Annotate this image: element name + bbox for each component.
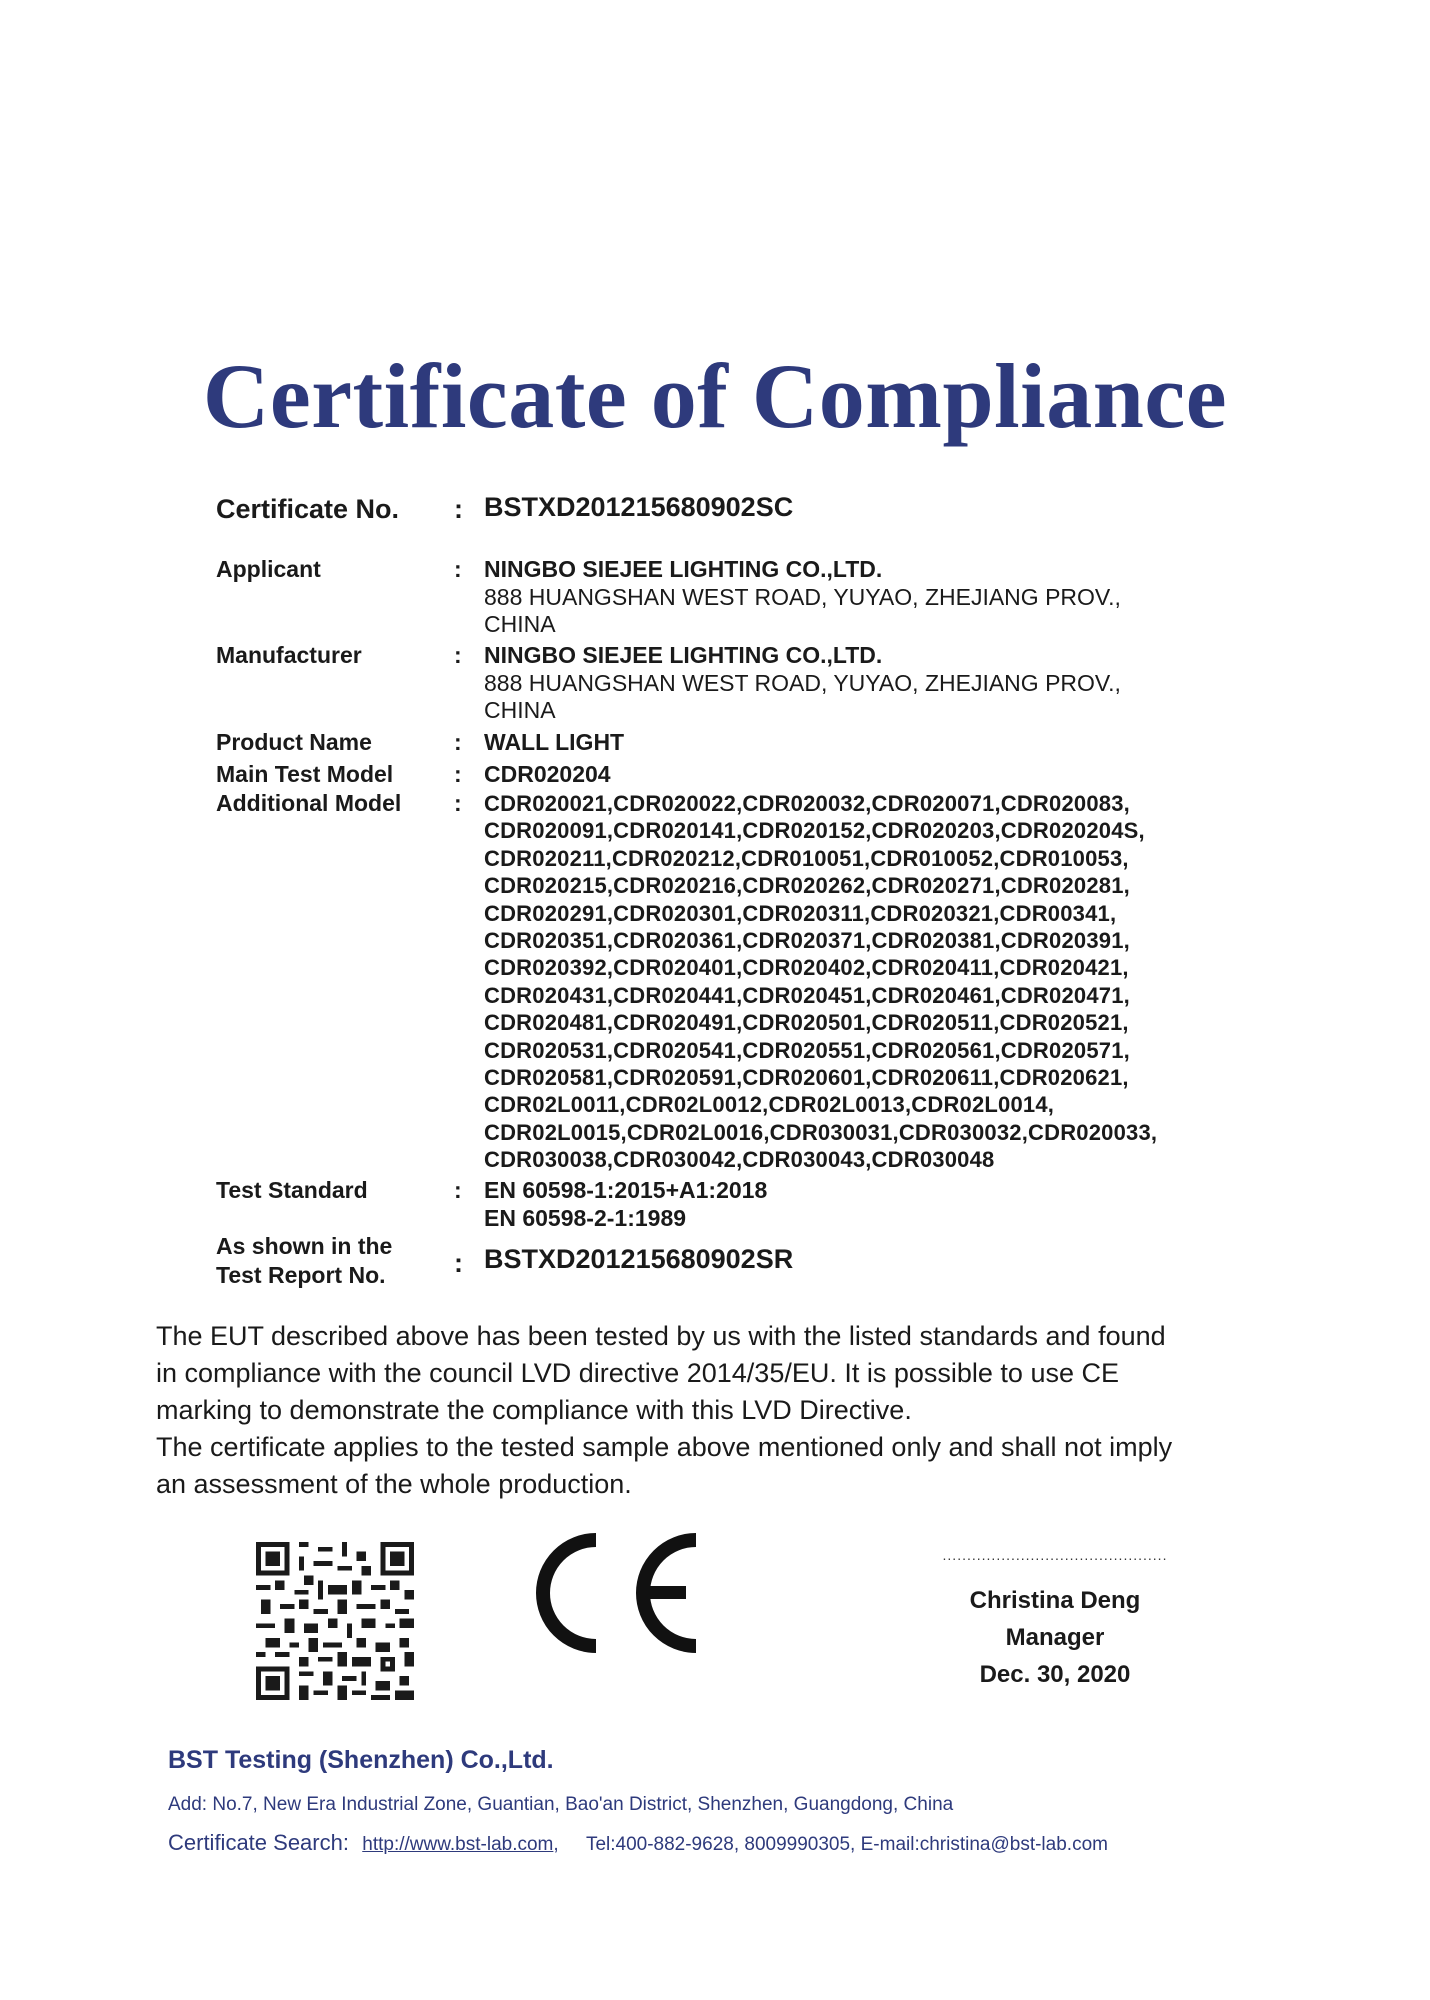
test-standard-label: Test Standard <box>216 1177 368 1203</box>
additional-model-list <box>484 790 1157 1174</box>
model-line: CDR02L0015,CDR02L0016,CDR030031,CDR030032,CDR020033, <box>484 1119 1158 1145</box>
report-number-value: BSTXD201215680902SR <box>484 1244 794 1274</box>
product-name-label: Product Name <box>216 729 372 755</box>
colon: : <box>454 642 462 668</box>
report-label-line1: As shown in the <box>216 1233 393 1259</box>
test-standard-value <box>484 1177 767 1232</box>
manufacturer-address-line2: CHINA <box>484 697 556 723</box>
colon: : <box>454 1177 462 1203</box>
signature-block <box>930 1548 1180 1693</box>
main-model-label: Main Test Model <box>216 761 394 787</box>
statement-line: The EUT described above has been tested by us with the listed standards and found <box>156 1321 1166 1351</box>
certificate-search <box>168 1831 1318 1857</box>
page-title: Certificate of Compliance <box>202 345 1228 447</box>
model-line: CDR020581,CDR020591,CDR020601,CDR020611,CDR020621, <box>484 1065 1129 1091</box>
certificate-search-label: Certificate Search: <box>168 1830 349 1855</box>
ce-mark-icon <box>534 1530 706 1656</box>
report-number-label <box>216 1232 392 1290</box>
model-line: CDR020431,CDR020441,CDR020451,CDR020461,CDR020471, <box>484 982 1130 1008</box>
signatory-name: Christina Deng <box>969 1587 1141 1614</box>
statement-line: marking to demonstrate the compliance with this LVD Directive. <box>156 1395 912 1425</box>
applicant-name: NINGBO SIEJEE LIGHTING CO.,LTD. <box>484 556 883 582</box>
manufacturer-label: Manufacturer <box>216 642 362 668</box>
applicant-address-line2: CHINA <box>484 611 556 637</box>
separator: , <box>553 1834 559 1855</box>
model-line: CDR020392,CDR020401,CDR020402,CDR020411,CDR020421, <box>484 955 1129 981</box>
manufacturer-value <box>484 642 1121 725</box>
model-line: CDR030038,CDR030042,CDR030043,CDR030048 <box>484 1147 995 1173</box>
applicant-label: Applicant <box>216 556 321 582</box>
certificate-search-link[interactable]: http://www.bst-lab.com <box>362 1834 554 1855</box>
signatory-role: Manager <box>1005 1624 1105 1651</box>
main-model-value: CDR020204 <box>484 761 611 787</box>
standard-line: EN 60598-2-1:1989 <box>484 1204 687 1231</box>
certificate-number-value: BSTXD201215680902SC <box>484 492 794 522</box>
compliance-statement <box>156 1318 1286 1503</box>
model-line: CDR02L0011,CDR02L0012,CDR02L0013,CDR02L0014, <box>484 1092 1055 1118</box>
model-line: CDR020211,CDR020212,CDR010051,CDR010052,CDR010053, <box>484 845 1129 871</box>
company-name: BST Testing (Shenzhen) Co.,Ltd. <box>168 1746 554 1774</box>
statement-line: The certificate applies to the tested sample above mentioned only and shall not imply <box>156 1432 1173 1462</box>
manufacturer-name: NINGBO SIEJEE LIGHTING CO.,LTD. <box>484 642 883 668</box>
model-line: CDR020531,CDR020541,CDR020551,CDR020561,CDR020571, <box>484 1037 1130 1063</box>
colon: : <box>454 494 463 524</box>
model-line: CDR020091,CDR020141,CDR020152,CDR020203,CDR020204S, <box>484 818 1145 844</box>
certificate-number-label: Certificate No. <box>216 494 400 524</box>
standard-line: EN 60598-1:2015+A1:2018 <box>484 1177 768 1203</box>
manufacturer-address-line1: 888 HUANGSHAN WEST ROAD, YUYAO, ZHEJIANG PROV., <box>484 669 1121 696</box>
company-address: Add: No.7, New Era Industrial Zone, Guantian, Bao'an District, Shenzhen, Guangdong, China <box>168 1794 954 1815</box>
footer <box>168 1745 1318 1857</box>
model-line: CDR020021,CDR020022,CDR020032,CDR020071,CDR020083, <box>484 791 1130 816</box>
model-line: CDR020351,CDR020361,CDR020371,CDR020381,CDR020391, <box>484 928 1130 954</box>
colon: : <box>454 790 462 816</box>
additional-model-label: Additional Model <box>216 790 402 816</box>
model-line: CDR020215,CDR020216,CDR020262,CDR020271,CDR020281, <box>484 873 1130 899</box>
product-name-value: WALL LIGHT <box>484 729 625 755</box>
colon: : <box>454 729 462 755</box>
statement-line: in compliance with the council LVD directive 2014/35/EU. It is possible to use CE <box>156 1358 1119 1388</box>
report-label-line2: Test Report No. <box>216 1262 386 1288</box>
signature-date: Dec. 30, 2020 <box>979 1661 1131 1688</box>
model-line: CDR020481,CDR020491,CDR020501,CDR020511,CDR020521, <box>484 1010 1129 1036</box>
colon: : <box>454 556 462 582</box>
colon: : <box>454 761 462 787</box>
signature-line: .............................................. <box>942 1547 1168 1563</box>
applicant-value <box>484 556 1121 639</box>
statement-line: an assessment of the whole production. <box>156 1469 632 1499</box>
applicant-address-line1: 888 HUANGSHAN WEST ROAD, YUYAO, ZHEJIANG PROV., <box>484 583 1121 610</box>
colon: : <box>454 1248 463 1278</box>
contact-info: Tel:400-882-9628, 8009990305, E-mail:christina@bst-lab.com <box>585 1834 1108 1855</box>
qr-code-icon <box>256 1542 414 1700</box>
model-line: CDR020291,CDR020301,CDR020311,CDR020321,CDR00341, <box>484 900 1117 926</box>
